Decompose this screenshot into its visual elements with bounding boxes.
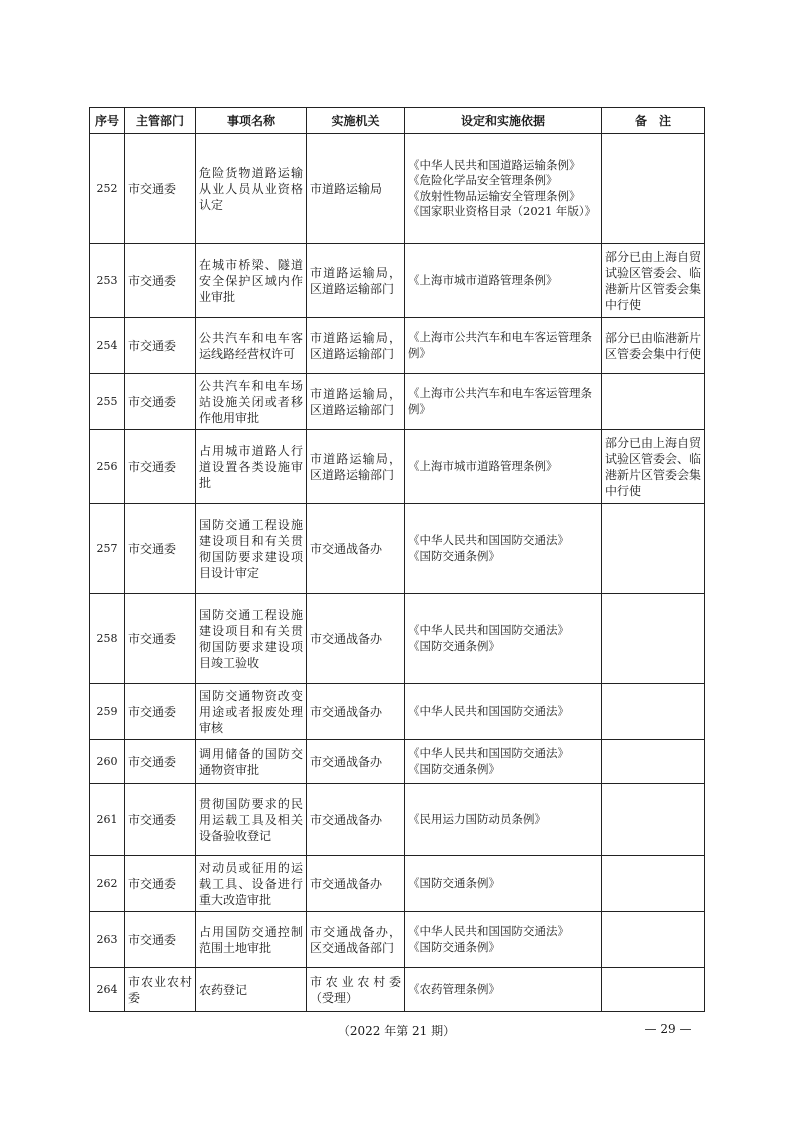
table-row xyxy=(90,684,705,740)
row-legal-basis xyxy=(405,784,602,856)
row-agency: 市交通战备办 xyxy=(307,594,405,684)
row-department: 市交通委 xyxy=(125,318,196,374)
legal-basis-item: 《上海市城市道路管理条例》 xyxy=(408,272,558,287)
table-row xyxy=(90,912,705,968)
table-row xyxy=(90,430,705,504)
row-item-name: 公共汽车和电车客运线路经营权许可 xyxy=(196,318,307,374)
row-agency: 市道路运输局 xyxy=(307,134,405,244)
table-row xyxy=(90,856,705,912)
row-serial-number: 262 xyxy=(90,856,125,912)
row-legal-basis xyxy=(405,740,602,784)
row-legal-basis xyxy=(405,430,602,504)
legal-basis-item: 《国家职业资格目录（2021 年版）》 xyxy=(408,204,597,218)
row-legal-basis xyxy=(405,912,602,968)
row-legal-basis xyxy=(405,504,602,594)
row-item-name: 农药登记 xyxy=(196,968,307,1012)
table-row xyxy=(90,594,705,684)
row-agency: 市道路运输局，区道路运输部门 xyxy=(307,244,405,318)
page-footer xyxy=(0,1022,793,1040)
row-department: 市交通委 xyxy=(125,594,196,684)
row-legal-basis xyxy=(405,374,602,430)
header-department: 主管部门 xyxy=(125,108,196,134)
row-agency: 市交通战备办 xyxy=(307,856,405,912)
page-number: — 29 — xyxy=(644,1022,692,1036)
legal-basis-item: 《上海市公共汽车和电车客运管理条例》 xyxy=(408,330,592,360)
row-remarks: 部分已由上海自贸试验区管委会、临港新片区管委会集中行使 xyxy=(602,430,705,504)
legal-basis-item: 《中华人民共和国道路运输条例》 xyxy=(408,157,581,172)
table-row xyxy=(90,244,705,318)
row-item-name: 在城市桥梁、隧道安全保护区域内作业审批 xyxy=(196,244,307,318)
row-agency: 市农业农村委（受理） xyxy=(307,968,405,1012)
row-serial-number: 261 xyxy=(90,784,125,856)
row-serial-number: 257 xyxy=(90,504,125,594)
header-serial-number: 序号 xyxy=(90,108,125,134)
table-row xyxy=(90,318,705,374)
table-row xyxy=(90,784,705,856)
legal-basis-item: 《上海市城市道路管理条例》 xyxy=(408,458,558,473)
row-serial-number: 254 xyxy=(90,318,125,374)
row-department: 市交通委 xyxy=(125,784,196,856)
row-legal-basis xyxy=(405,856,602,912)
table-header-row xyxy=(90,108,705,134)
issue-number: （2022 年第 21 期） xyxy=(337,1024,456,1038)
row-legal-basis xyxy=(405,134,602,244)
row-agency: 市交通战备办 xyxy=(307,784,405,856)
legal-basis-item: 《上海市公共汽车和电车客运管理条例》 xyxy=(408,386,592,416)
row-department: 市交通委 xyxy=(125,684,196,740)
row-legal-basis xyxy=(405,318,602,374)
row-item-name: 占用城市道路人行道设置各类设施审批 xyxy=(196,430,307,504)
row-department: 市交通委 xyxy=(125,912,196,968)
legal-basis-item: 《中华人民共和国国防交通法》 xyxy=(408,623,569,637)
row-item-name: 占用国防交通控制范围土地审批 xyxy=(196,912,307,968)
row-agency: 市道路运输局，区道路运输部门 xyxy=(307,430,405,504)
row-remarks xyxy=(602,374,705,430)
header-item-name: 事项名称 xyxy=(196,108,307,134)
table-row xyxy=(90,740,705,784)
legal-basis-item: 《中华人民共和国国防交通法》 xyxy=(408,746,569,760)
table-body xyxy=(90,134,705,1012)
legal-basis-item: 《中华人民共和国国防交通法》 xyxy=(408,703,569,718)
row-serial-number: 264 xyxy=(90,968,125,1012)
row-item-name: 调用储备的国防交通物资审批 xyxy=(196,740,307,784)
legal-basis-item: 《国防交通条例》 xyxy=(408,939,500,954)
row-item-name: 贯彻国防要求的民用运载工具及相关设备验收登记 xyxy=(196,784,307,856)
header-legal-basis: 设定和实施依据 xyxy=(405,108,602,134)
legal-basis-item: 《国防交通条例》 xyxy=(408,875,500,890)
row-serial-number: 256 xyxy=(90,430,125,504)
row-department: 市农业农村委 xyxy=(125,968,196,1012)
approval-items-table xyxy=(89,107,705,1012)
row-department: 市交通委 xyxy=(125,504,196,594)
table-row xyxy=(90,134,705,244)
row-agency: 市交通战备办 xyxy=(307,740,405,784)
row-department: 市交通委 xyxy=(125,244,196,318)
row-agency: 市交通战备办 xyxy=(307,684,405,740)
row-department: 市交通委 xyxy=(125,740,196,784)
row-remarks xyxy=(602,856,705,912)
header-agency: 实施机关 xyxy=(307,108,405,134)
row-legal-basis xyxy=(405,684,602,740)
row-item-name: 国防交通工程设施建设项目和有关贯彻国防要求建设项目设计审定 xyxy=(196,504,307,594)
row-serial-number: 253 xyxy=(90,244,125,318)
row-department: 市交通委 xyxy=(125,856,196,912)
row-serial-number: 258 xyxy=(90,594,125,684)
row-remarks xyxy=(602,740,705,784)
row-item-name: 国防交通物资改变用途或者报废处理审核 xyxy=(196,684,307,740)
table-row xyxy=(90,374,705,430)
legal-basis-item: 《危险化学品安全管理条例》 xyxy=(408,173,558,187)
row-legal-basis xyxy=(405,244,602,318)
row-item-name: 公共汽车和电车场站设施关闭或者移作他用审批 xyxy=(196,374,307,430)
row-remarks: 部分已由临港新片区管委会集中行使 xyxy=(602,318,705,374)
legal-basis-item: 《国防交通条例》 xyxy=(408,761,500,776)
row-serial-number: 252 xyxy=(90,134,125,244)
row-remarks xyxy=(602,968,705,1012)
header-remarks: 备 注 xyxy=(602,108,705,134)
row-serial-number: 263 xyxy=(90,912,125,968)
legal-basis-item: 《中华人民共和国国防交通法》 xyxy=(408,924,569,938)
row-remarks: 部分已由上海自贸试验区管委会、临港新片区管委会集中行使 xyxy=(602,244,705,318)
row-item-name: 国防交通工程设施建设项目和有关贯彻国防要求建设项目竣工验收 xyxy=(196,594,307,684)
row-remarks xyxy=(602,912,705,968)
row-serial-number: 260 xyxy=(90,740,125,784)
row-serial-number: 255 xyxy=(90,374,125,430)
row-legal-basis xyxy=(405,594,602,684)
legal-basis-item: 《放射性物品运输安全管理条例》 xyxy=(408,188,581,203)
row-remarks xyxy=(602,784,705,856)
row-item-name: 危险货物道路运输从业人员从业资格认定 xyxy=(196,134,307,244)
row-department: 市交通委 xyxy=(125,374,196,430)
row-legal-basis xyxy=(405,968,602,1012)
row-item-name: 对动员或征用的运载工具、设备进行重大改造审批 xyxy=(196,856,307,912)
row-serial-number: 259 xyxy=(90,684,125,740)
table-row xyxy=(90,504,705,594)
legal-basis-item: 《国防交通条例》 xyxy=(408,638,500,653)
row-department: 市交通委 xyxy=(125,134,196,244)
row-remarks xyxy=(602,504,705,594)
row-agency: 市交通战备办 xyxy=(307,504,405,594)
legal-basis-item: 《农药管理条例》 xyxy=(408,981,500,996)
row-department: 市交通委 xyxy=(125,430,196,504)
row-remarks xyxy=(602,594,705,684)
row-agency: 市道路运输局，区道路运输部门 xyxy=(307,318,405,374)
row-agency: 市交通战备办，区交通战备部门 xyxy=(307,912,405,968)
row-agency: 市道路运输局，区道路运输部门 xyxy=(307,374,405,430)
legal-basis-item: 《民用运力国防动员条例》 xyxy=(408,811,546,826)
row-remarks xyxy=(602,134,705,244)
row-remarks xyxy=(602,684,705,740)
legal-basis-item: 《中华人民共和国国防交通法》 xyxy=(408,533,569,547)
legal-basis-item: 《国防交通条例》 xyxy=(408,548,500,563)
table-row xyxy=(90,968,705,1012)
